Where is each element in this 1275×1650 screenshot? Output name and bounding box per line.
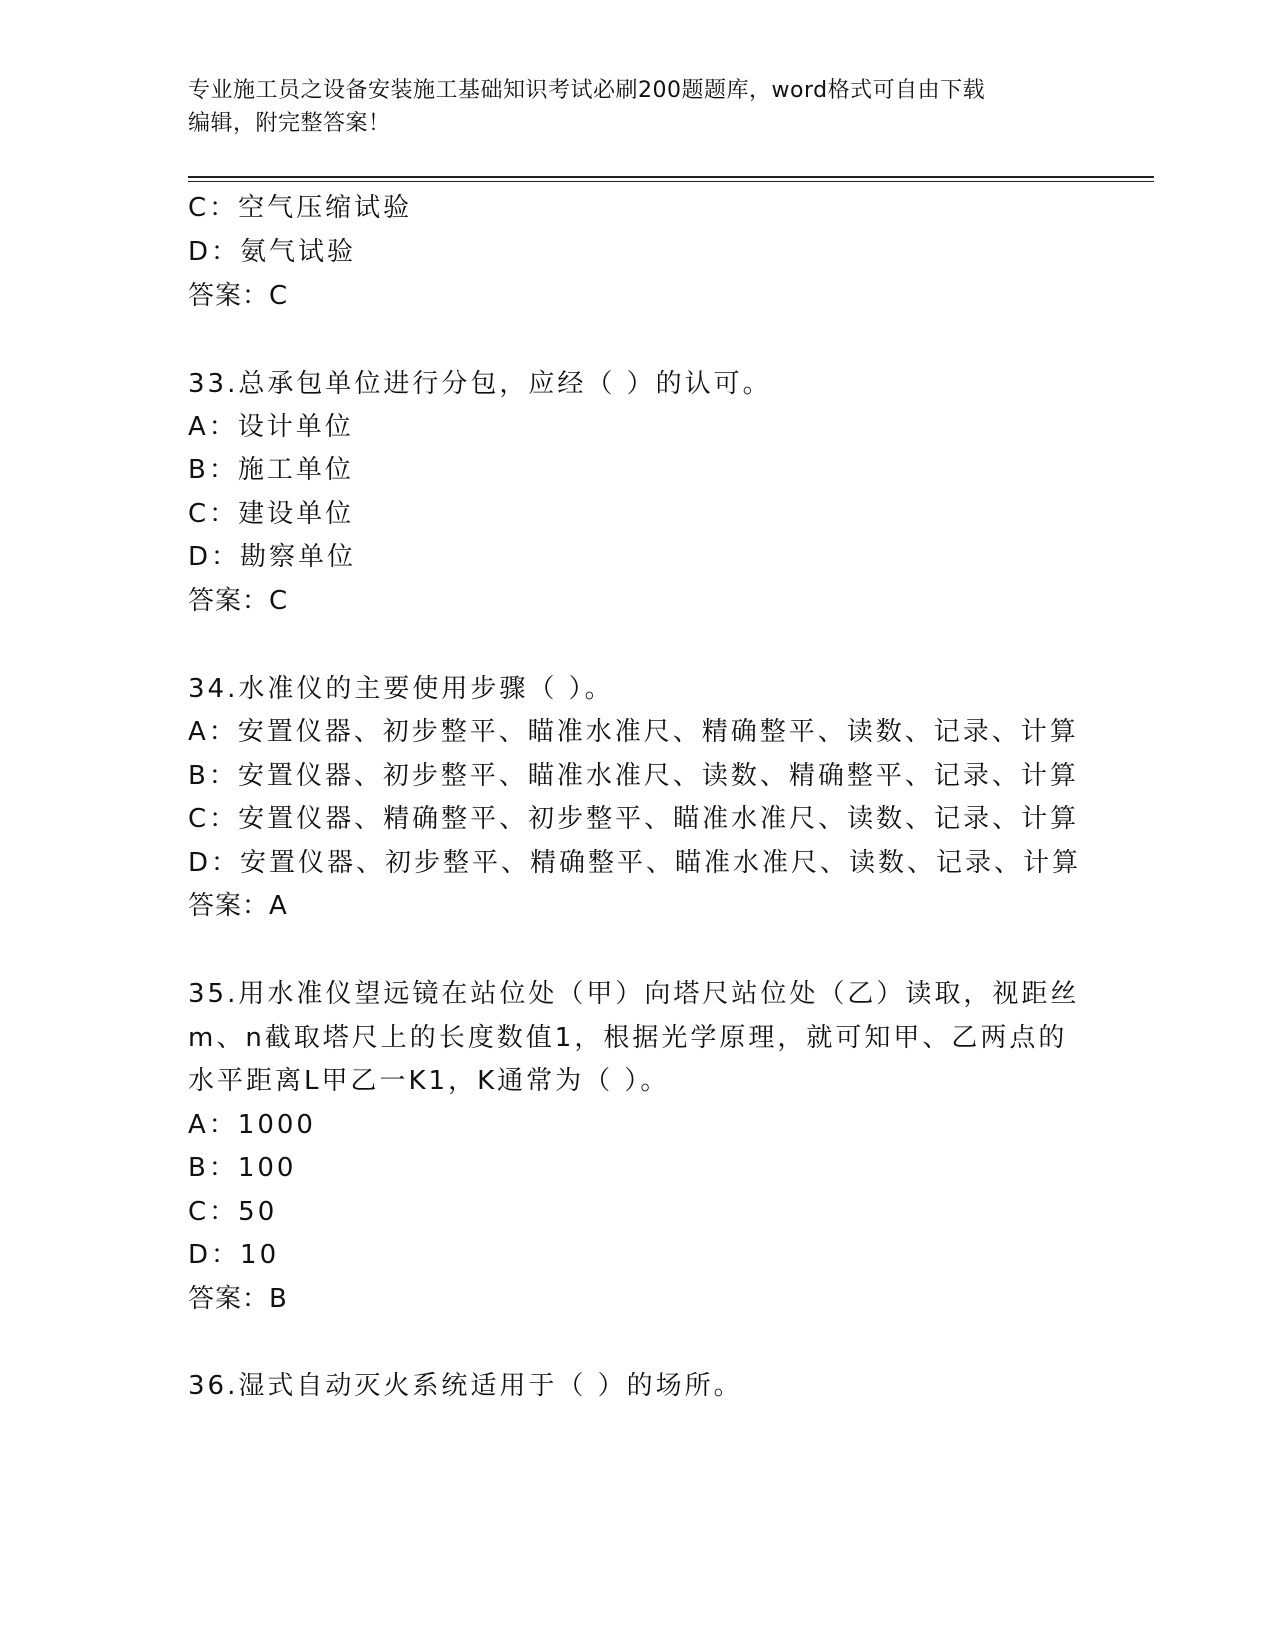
header-divider [188,176,1154,182]
q34-stem: 34.水准仪的主要使用步骤（ ）。 [188,674,614,704]
q34-option-b: B：安置仪器、初步整平、瞄准水准尺、读数、精确整平、记录、计算 [188,761,1079,791]
q34-answer: 答案：A [188,891,288,921]
q33-answer: 答案：C [188,586,289,616]
q35-option-d: D：10 [188,1240,280,1270]
q33-stem: 33.总承包单位进行分包，应经（ ）的认可。 [188,369,772,399]
q33-option-a: A：设计单位 [188,412,354,442]
q34-option-c: C：安置仪器、精确整平、初步整平、瞄准水准尺、读数、记录、计算 [188,804,1080,834]
q32-option-c: C：空气压缩试验 [188,193,413,223]
q34-option-a: A：安置仪器、初步整平、瞄准水准尺、精确整平、读数、记录、计算 [188,717,1079,747]
q34-option-d: D：安置仪器、初步整平、精确整平、瞄准水准尺、读数、记录、计算 [188,848,1082,878]
header-title-line-2: 编辑，附完整答案！ [188,111,391,136]
q32-option-d: D：氨气试验 [188,237,357,267]
q35-option-c: C：50 [188,1197,278,1227]
q35-stem-line-1: 35.用水准仪望远镜在站位处（甲）向塔尺站位处（乙）读取，视距丝 [188,979,1080,1009]
q33-option-c: C：建设单位 [188,499,355,529]
q36-stem: 36.湿式自动灭火系统适用于（ ）的场所。 [188,1371,743,1401]
page-header [188,74,1088,140]
q35-stem-line-2: m、n截取塔尺上的长度数值1，根据光学原理，就可知甲、乙两点的 [188,1023,1068,1053]
q35-stem-line-3: 水平距离L甲乙一K1，K通常为（ ）。 [188,1066,670,1096]
q35-option-a: A：1000 [188,1110,316,1140]
q35-answer: 答案：B [188,1284,288,1314]
q32-answer: 答案：C [188,281,289,311]
q35-option-b: B：100 [188,1153,297,1183]
q33-option-b: B：施工单位 [188,455,354,485]
q33-option-d: D：勘察单位 [188,542,357,572]
header-title-line-1: 专业施工员之设备安装施工基础知识考试必刷200题题库，word格式可自由下载 [188,78,986,103]
